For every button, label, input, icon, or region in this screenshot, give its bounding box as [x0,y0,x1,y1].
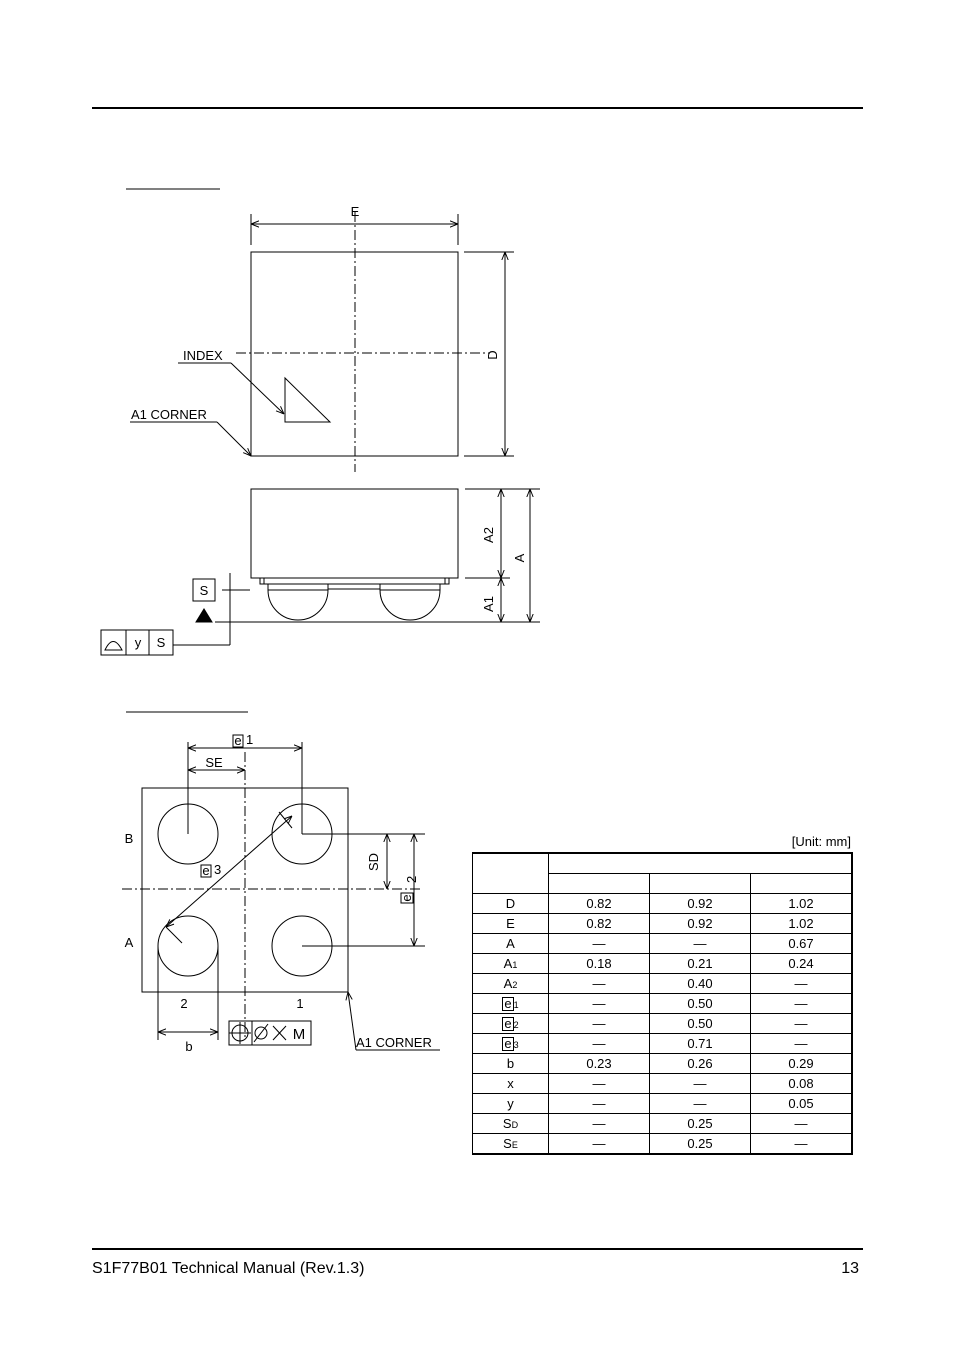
symbol-subscript: 1 [513,1000,519,1010]
value-cell: — [549,1034,650,1054]
value-cell: 0.71 [650,1034,751,1054]
dim-a1-label: A1 [481,596,496,612]
symbol-text: A [503,976,513,991]
index-triangle [285,378,330,422]
dim-a-label: A [512,553,527,563]
dim-e1-sub: 1 [246,732,254,747]
value-cell: — [549,1074,650,1094]
index-label: INDEX [183,348,223,363]
symbol-text: y [507,1096,514,1111]
symbol-subscript: E [511,1140,518,1150]
a1-corner-top-label: A1 CORNER [131,407,207,422]
header-spec-cell [549,853,853,874]
value-cell: — [751,1014,853,1034]
symbol-subscript: 1 [512,960,518,970]
symbol-text: S [502,1116,512,1131]
symbol-cell [473,1074,549,1094]
value-cell: — [650,934,751,954]
footer-rule [92,1248,863,1250]
value-cell: 0.25 [650,1114,751,1134]
table-row [473,1114,853,1134]
value-cell: — [751,1134,853,1155]
symbol-subscript: 2 [512,980,518,990]
value-cell: — [549,994,650,1014]
value-cell: 0.92 [650,914,751,934]
a1-corner-bottom-label: A1 CORNER [356,1035,432,1050]
value-cell: 0.05 [751,1094,853,1114]
footer-title: S1F77B01 Technical Manual (Rev.1.3) [92,1260,365,1277]
table-row [473,1094,853,1114]
table-row [473,1014,853,1034]
table-row [473,1074,853,1094]
table-row [473,894,853,914]
value-cell: 0.29 [751,1054,853,1074]
value-cell: — [549,974,650,994]
value-cell: 0.21 [650,954,751,974]
value-cell: — [650,1094,751,1114]
dim-e1-symbol: e [234,733,242,748]
solder-ball [268,590,328,620]
symbol-text: D [505,896,516,911]
table-header-row [473,853,853,874]
header-min-cell [549,874,650,894]
flatness-s-label: S [156,635,166,650]
value-cell: 0.08 [751,1074,853,1094]
symbol-text: E [506,916,515,931]
dim-e3-symbol: e [202,863,210,878]
symbol-text: e [504,996,512,1011]
symbol-subscript: D [511,1120,519,1130]
value-cell: 0.82 [549,894,650,914]
dim-e-label: E [350,204,360,219]
value-cell: — [549,1094,650,1114]
value-cell: — [549,1014,650,1034]
symbol-cell [473,914,549,934]
solder-ball [380,590,440,620]
symbol-cell [473,974,549,994]
ball-a2 [158,916,218,976]
symbol-cell [473,1114,549,1134]
position-m-label: M [292,1026,306,1043]
symbol-text: x [507,1076,514,1091]
symbol-text: S [503,1136,512,1151]
table-row [473,934,853,954]
bottom-view-body [142,788,348,992]
header-nom-cell [650,874,751,894]
row-b-label: B [124,831,134,846]
row-a-label: A [124,935,134,950]
value-cell: 0.23 [549,1054,650,1074]
value-cell: 0.50 [650,994,751,1014]
dim-b-label: b [185,1039,193,1054]
table-row [473,974,853,994]
dimension-table [472,852,853,1155]
value-cell: 0.50 [650,1014,751,1034]
unit-label: [Unit: mm] [791,834,851,849]
value-cell: 0.24 [751,954,853,974]
value-cell: 1.02 [751,914,853,934]
col-2-label: 2 [180,996,188,1011]
dim-sd-label: SD [366,852,381,872]
header-max-cell [751,874,853,894]
symbol-cell [473,934,549,954]
value-cell: — [751,974,853,994]
value-cell: 0.82 [549,914,650,934]
value-cell: 0.25 [650,1134,751,1155]
header-symbol-cell [473,853,549,894]
symbol-cell [473,1034,549,1054]
page-number: 13 [841,1260,859,1277]
value-cell: — [549,1134,650,1155]
table-row [473,954,853,974]
value-cell: — [751,994,853,1014]
dim-d-label: D [485,350,500,360]
value-cell: 0.18 [549,954,650,974]
value-cell: 0.26 [650,1054,751,1074]
symbol-text: A [503,956,513,971]
dim-a2-label: A2 [481,527,496,543]
symbol-cell [473,1134,549,1155]
table-row [473,994,853,1014]
top-view-body [251,252,458,456]
symbol-text: A [506,936,515,951]
dim-e2-sub: 2 [404,875,419,883]
value-cell: — [751,1114,853,1134]
col-1-label: 1 [296,996,304,1011]
symbol-cell [473,994,549,1014]
symbol-cell [473,1014,549,1034]
table-row [473,1134,853,1155]
value-cell: 0.67 [751,934,853,954]
value-cell: 0.40 [650,974,751,994]
symbol-cell [473,954,549,974]
dim-e3-sub: 3 [214,862,222,877]
value-cell: — [751,1034,853,1054]
symbol-subscript: 2 [513,1020,519,1030]
value-cell: — [549,934,650,954]
table-row [473,914,853,934]
flatness-y-label: y [134,635,142,650]
value-cell: — [650,1074,751,1094]
table-row [473,1034,853,1054]
symbol-cell [473,1054,549,1074]
value-cell: — [549,1114,650,1134]
symbol-text: e [504,1036,512,1051]
symbol-cell [473,1094,549,1114]
table-row [473,1054,853,1074]
symbol-text: e [504,1016,512,1031]
side-view-body [251,489,458,578]
symbol-cell [473,894,549,914]
value-cell: 1.02 [751,894,853,914]
datum-s-label: S [199,583,209,598]
symbol-text: b [506,1056,515,1071]
dim-e2-symbol: e [399,894,414,902]
dim-se-label: SE [205,755,223,770]
value-cell: 0.92 [650,894,751,914]
symbol-subscript: 3 [513,1040,519,1050]
